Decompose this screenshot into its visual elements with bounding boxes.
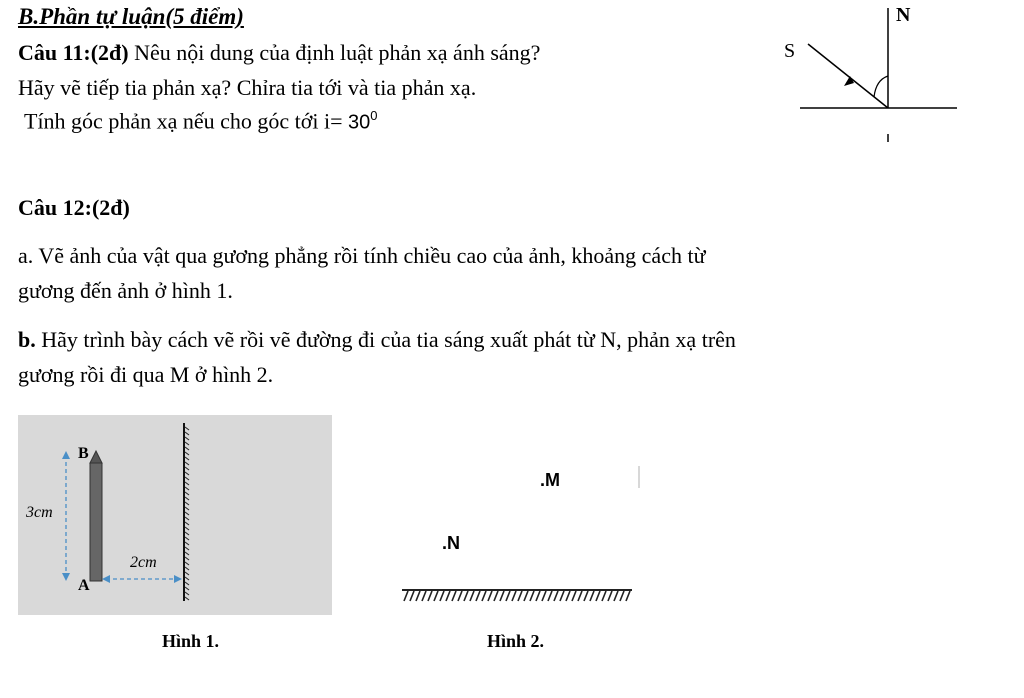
hatch-line: [536, 591, 540, 601]
hatch-line: [185, 547, 189, 550]
hatch-line: [626, 591, 630, 601]
hatch-line: [185, 502, 189, 505]
hatch-line: [185, 522, 189, 525]
hatch-line: [596, 591, 600, 601]
distance-arrow-left: [102, 575, 110, 583]
hatch-line: [185, 572, 189, 575]
hatch-line: [614, 591, 618, 601]
hatch-line: [428, 591, 432, 601]
hatch-line: [452, 591, 456, 601]
q12-a-line1: a. Vẽ ảnh của vật qua gương phẳng rồi tính chiều cao của ảnh, khoảng cách từ: [18, 243, 706, 268]
q11-line1: [18, 40, 540, 66]
figure-2-caption: Hình 2.: [487, 631, 545, 651]
hatch-line: [185, 482, 189, 485]
hatch-line: [572, 591, 576, 601]
hatch-line: [500, 591, 504, 601]
angle-arc: [874, 76, 888, 97]
source-label: S: [784, 40, 796, 62]
hatch-line: [404, 591, 408, 601]
mirror-fig2-hatching: [404, 591, 630, 601]
height-label: 3cm: [26, 504, 53, 521]
point-m: .M: [540, 470, 560, 490]
q12-b-line1-text: Hãy trình bày cách vẽ rồi vẽ đường đi của tia sáng xuất phát từ N, phản xạ trên: [35, 327, 736, 352]
hatch-line: [620, 591, 624, 601]
hatch-line: [524, 591, 528, 601]
hatch-line: [185, 427, 189, 430]
hatch-line: [578, 591, 582, 601]
object-tip: [90, 451, 102, 463]
hatch-line: [185, 507, 189, 510]
hatch-line: [554, 591, 558, 601]
hatch-line: [185, 462, 189, 465]
hatch-line: [512, 591, 516, 601]
hatch-line: [410, 591, 414, 601]
faint-mark: [638, 466, 640, 488]
hatch-line: [185, 497, 189, 500]
q11-line3: [24, 108, 378, 134]
hatch-line: [185, 552, 189, 555]
hatch-line: [185, 442, 189, 445]
q12-a-line2: gương đến ảnh ở hình 1.: [18, 278, 233, 303]
hatch-line: [434, 591, 438, 601]
object-rod: [90, 463, 102, 581]
height-arrow-top: [62, 451, 70, 459]
hatch-line: [560, 591, 564, 601]
hatch-line: [494, 591, 498, 601]
hatch-line: [185, 597, 189, 600]
hatch-line: [530, 591, 534, 601]
incident-ray: [808, 44, 888, 108]
mirror-fig2: [398, 586, 638, 606]
hatch-line: [518, 591, 522, 601]
hatch-line: [185, 557, 189, 560]
height-arrow-bottom: [62, 573, 70, 581]
normal-label: N: [896, 4, 911, 26]
q11-angle-sup: 0: [370, 108, 378, 123]
hatch-line: [566, 591, 570, 601]
label-a: A: [78, 577, 90, 594]
hatch-line: [470, 591, 474, 601]
figure-1-drawing: [18, 415, 332, 615]
hatch-line: [602, 591, 606, 601]
hatch-line: [185, 532, 189, 535]
hatch-line: [542, 591, 546, 601]
figure-1-caption: Hình 1.: [162, 631, 220, 651]
hatch-line: [185, 582, 189, 585]
hatch-line: [185, 432, 189, 435]
hatch-line: [608, 591, 612, 601]
point-n: .N: [442, 533, 460, 553]
q11-label: Câu 11:(2đ): [18, 40, 129, 65]
hatch-line: [185, 517, 189, 520]
q12-b-line2: gương rồi đi qua M ở hình 2.: [18, 362, 274, 387]
hatch-line: [185, 447, 189, 450]
q11-line2: Hãy vẽ tiếp tia phản xạ? Chỉra tia tới và tia phản xạ.: [18, 75, 477, 100]
hatch-line: [185, 477, 189, 480]
hatch-line: [488, 591, 492, 601]
hatch-line: [185, 512, 189, 515]
q11-line3-text: Tính góc phản xạ nếu cho góc tới i=: [24, 108, 349, 134]
hatch-line: [590, 591, 594, 601]
hatch-line: [185, 537, 189, 540]
distance-arrow-right: [174, 575, 182, 583]
hatch-line: [185, 587, 189, 590]
mirror-hatching: [185, 427, 189, 600]
label-b: B: [78, 445, 89, 462]
q11-angle-value: 30: [348, 111, 371, 134]
hatch-line: [185, 592, 189, 595]
hatch-line: [185, 452, 189, 455]
hatch-line: [482, 591, 486, 601]
figure-1: [18, 415, 332, 615]
reflection-diagram: [770, 0, 970, 160]
hatch-line: [446, 591, 450, 601]
hatch-line: [458, 591, 462, 601]
hatch-line: [185, 437, 189, 440]
q12-label: Câu 12:(2đ): [18, 195, 130, 220]
hatch-line: [584, 591, 588, 601]
hatch-line: [185, 487, 189, 490]
hatch-line: [185, 562, 189, 565]
hatch-line: [476, 591, 480, 601]
hatch-line: [185, 472, 189, 475]
hatch-line: [464, 591, 468, 601]
hatch-line: [548, 591, 552, 601]
hatch-line: [185, 542, 189, 545]
hatch-line: [506, 591, 510, 601]
hatch-line: [185, 457, 189, 460]
q12-b-line1: [18, 327, 736, 353]
section-title: B.Phần tự luận(5 điểm): [18, 4, 244, 29]
q11-line1-text: Nêu nội dung của định luật phản xạ ánh sáng?: [128, 40, 541, 65]
hatch-line: [185, 577, 189, 580]
hatch-line: [416, 591, 420, 601]
hatch-line: [185, 467, 189, 470]
hatch-line: [440, 591, 444, 601]
hatch-line: [185, 527, 189, 530]
q12-b-label: b.: [18, 327, 36, 352]
hatch-line: [185, 492, 189, 495]
distance-label: 2cm: [130, 554, 157, 571]
hatch-line: [185, 567, 189, 570]
hatch-line: [422, 591, 426, 601]
